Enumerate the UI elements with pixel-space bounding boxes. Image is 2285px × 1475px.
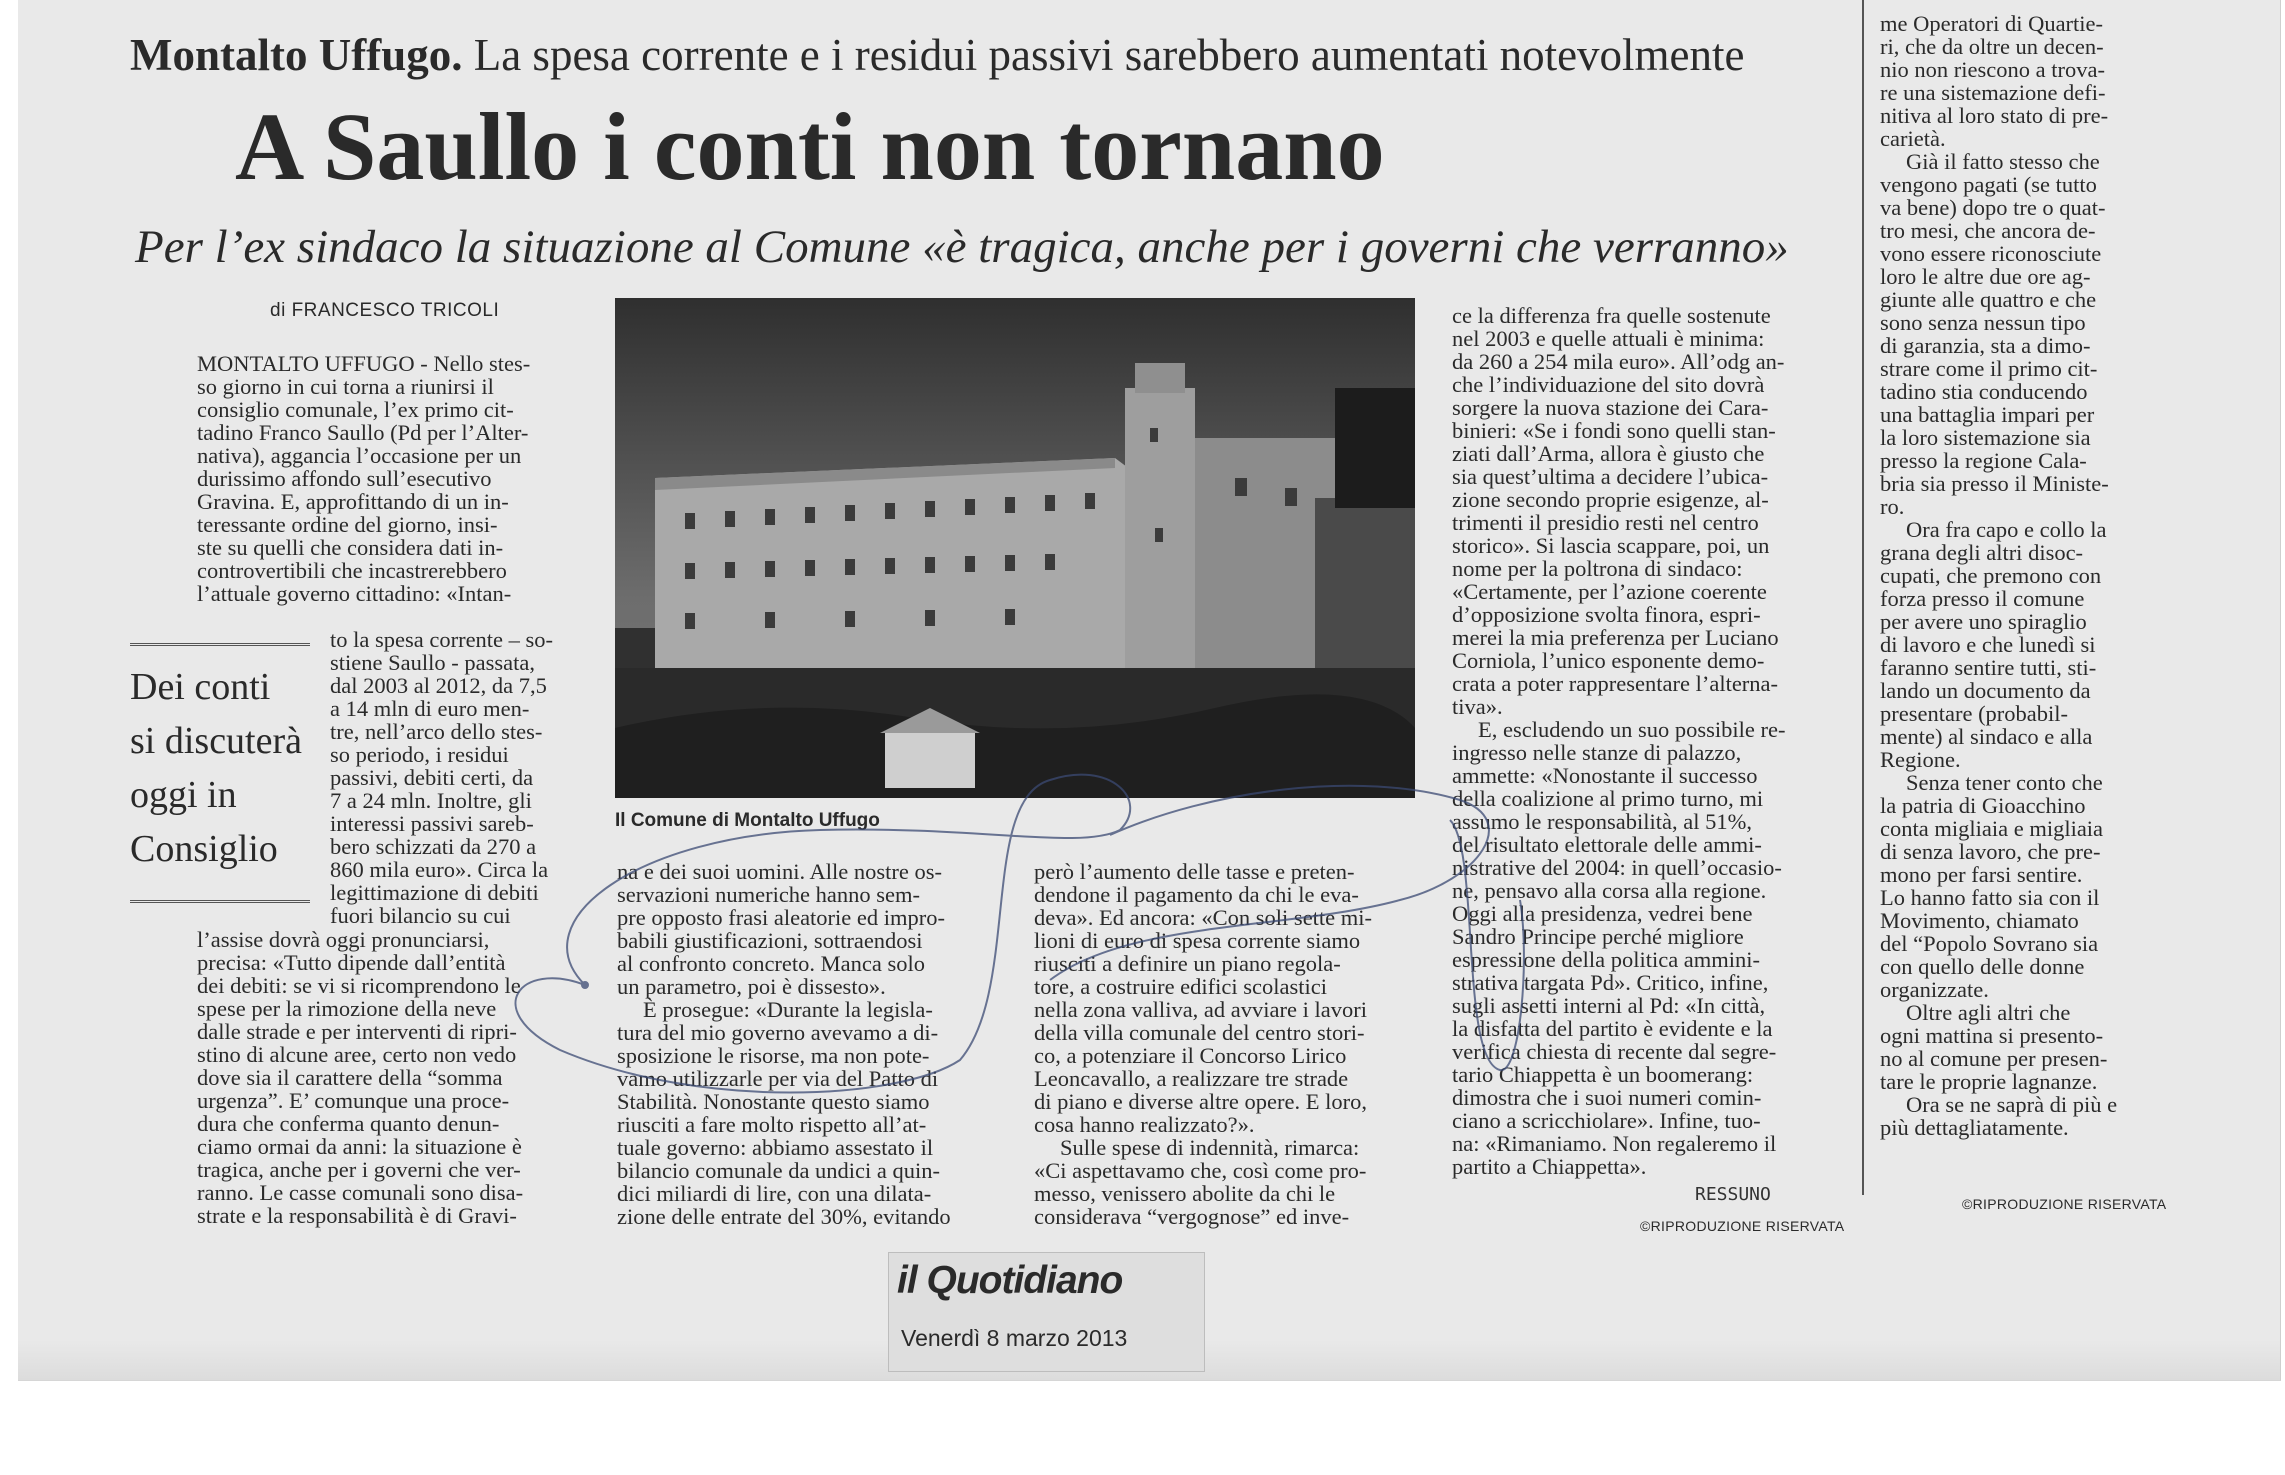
text-line: Corniola, l’unico esponente demo- [1452,648,1765,673]
text-line: sugli assetti interni al Pd: «In città, [1452,993,1766,1018]
text-line: sorgere la nuova stazione dei Cara- [1452,395,1769,420]
text-line: Già il fatto stesso che [1906,149,2100,174]
text-line: presso la regione Cala- [1880,448,2087,473]
text-line: cosa hanno realizzato?». [1034,1112,1255,1137]
text-line: Senza tener conto che [1906,770,2103,795]
photo-caption: Il Comune di Montalto Uffugo [615,810,880,831]
text-line: crata a poter rappresentare l’alterna- [1452,671,1779,696]
text-line: so periodo, i residui [330,742,509,767]
text-line: tore, a costruire edifici scolastici [1034,974,1328,999]
text-line: dal 2003 al 2012, da 7,5 [330,673,547,698]
text-line: teressante ordine del giorno, insi- [197,512,498,537]
text-line: babili giustificazioni, sottraendosi [617,928,923,953]
text-line: al confronto concreto. Manca solo [617,951,926,976]
text-line: nel 2003 e quelle attuali è minima: [1452,326,1765,351]
text-line: grana degli altri disoc- [1880,540,2084,565]
text-line: merei la mia preferenza per Luciano [1452,625,1779,650]
text-line: cupati, che premono con [1880,563,2102,588]
text-line: no al comune per presen- [1880,1046,2108,1071]
text-line: pre opposto frasi aleatorie ed impro- [617,905,946,930]
handwritten-note: RESSUNO [1695,1184,1771,1205]
text-line: lioni di euro di spesa corrente siamo [1034,928,1361,953]
text-line: bero schizzati da 270 a [330,834,537,859]
subheadline: Per l’ex sindaco la situazione al Comune «è tragica, anche per i governi che verranno» [135,221,1789,273]
text-line: bilancio comunale da undici a quin- [617,1158,941,1183]
text-line: dalle strade e per interventi di ripri- [197,1019,517,1044]
copyright-notice-main: ©RIPRODUZIONE RISERVATA [1640,1218,1845,1234]
text-line: della coalizione al primo turno, mi [1452,786,1764,811]
text-line: tuale governo: abbiamo assestato il [617,1135,934,1160]
text-line: della villa comunale del centro stori- [1034,1020,1365,1045]
text-line: Stabilità. Nonostante questo siamo [617,1089,930,1114]
text-line: «Certamente, per l’azione coerente [1452,579,1767,604]
text-line: organizzate. [1880,977,1989,1002]
text-line: presentare (probabil- [1880,701,2069,726]
text-line: per avere uno spiraglio [1880,609,2087,634]
text-line: nio non riescono a trova- [1880,57,2105,82]
text-line: nome per la poltrona di sindaco: [1452,556,1743,581]
text-line: Oggi alla presidenza, vedrei bene [1452,901,1753,926]
text-line: vamo utilizzarle per via del Patto di [617,1066,939,1091]
kicker-location: Montalto Uffugo. [130,30,463,80]
text-line: tragica, anche per i governi che ver- [197,1157,521,1182]
text-line: interessi passivi sareb- [330,811,534,836]
text-line: to la spesa corrente – so- [330,627,554,652]
kicker-text: La spesa corrente e i residui passivi sarebbero aumentati notevolmente [473,30,1745,80]
text-line: la loro sistemazione sia [1880,425,2091,450]
text-line: Oltre agli altri che [1906,1000,2071,1025]
text-line: nativa), aggancia l’occasione per un [197,443,522,468]
text-line: dici miliardi di lire, con una dilata- [617,1181,932,1206]
text-line: Lo hanno fatto sia con il [1880,885,2100,910]
text-line: forza presso il comune [1880,586,2085,611]
text-line: Sulle spese di indennità, rimarca: [1060,1135,1360,1160]
text-line: co, a potenziare il Concorso Lirico [1034,1043,1347,1068]
text-line: spese per la rimozione della neve [197,996,497,1021]
byline: di FRANCESCO TRICOLI [270,300,500,321]
text-line: ziati dall’Arma, allora è giusto che [1452,441,1765,466]
text-line: sposizione le risorse, ma non pote- [617,1043,930,1068]
text-line: ogni mattina si presento- [1880,1023,2104,1048]
text-line: di garanzia, sta a dimo- [1880,333,2091,358]
text-line: verifica chiesta di recente dal segre- [1452,1039,1777,1064]
text-line: 860 mila euro». Circa la [330,857,549,882]
text-line: vono essere riconosciute [1880,241,2102,266]
text-line: di senza lavoro, che pre- [1880,839,2101,864]
text-line: deva». Ed ancora: «Con soli sette mi- [1034,905,1373,930]
text-line: me Operatori di Quartie- [1880,11,2104,36]
text-line: faranno sentire tutti, sti- [1880,655,2097,680]
text-line: riusciti a fare molto rispetto all’at- [617,1112,927,1137]
text-line: vengono pagati (se tutto [1880,172,2097,197]
text-line: controvertibili che incastrerebbero [197,558,507,583]
text-line: precisa: «Tutto dipende dall’entità [197,950,506,975]
text-line: na e dei suoi uomini. Alle nostre os- [617,859,942,884]
text-line: ce la differenza fra quelle sostenute [1452,303,1771,328]
text-line: E, escludendo un suo possibile re- [1478,717,1786,742]
text-line: zione secondo proprie esigenze, al- [1452,487,1769,512]
text-line: con quello delle donne [1880,954,2085,979]
text-line: carietà. [1880,126,1946,151]
text-line: re una sistemazione defi- [1880,80,2106,105]
text-line: conta migliaia e migliaia [1880,816,2104,841]
text-line: stiene Saullo - passata, [330,650,535,675]
text-line: loro le altre due ore ag- [1880,264,2091,289]
text-line: consiglio comunale, l’ex primo cit- [197,397,514,422]
text-line: tiva». [1452,694,1503,719]
text-line: binieri: «Se i fondi sono quelli stan- [1452,418,1776,443]
text-line: Regione. [1880,747,1961,772]
text-line: dei debiti: se vi si ricomprendono le [197,973,521,998]
text-line: dimostra che i suoi numeri comin- [1452,1085,1762,1110]
text-line: Ora se ne saprà di più e [1906,1092,2118,1117]
text-line: zione delle entrate del 30%, evitando [617,1204,951,1229]
text-line: sia quest’ultima a decidere l’ubica- [1452,464,1769,489]
text-line: ammette: «Nonostante il successo [1452,763,1758,788]
text-line: storico». Si lascia scappare, poi, un [1452,533,1770,558]
text-line: bria sia presso il Ministe- [1880,471,2109,496]
text-line: strate e la responsabilità è di Gravi- [197,1203,517,1228]
copyright-notice-side: ©RIPRODUZIONE RISERVATA [1962,1196,2167,1212]
text-line: nella zona valliva, ad avviare i lavori [1034,997,1367,1022]
masthead-logo: il Quotidiano [897,1259,1123,1302]
text-line: tro mesi, che ancora de- [1880,218,2096,243]
text-line: urgenza”. E’ comunque una proce- [197,1088,510,1113]
text-line: partito a Chiappetta». [1452,1154,1647,1179]
text-line: tario Chiappetta è un boomerang: [1452,1062,1754,1087]
text-line: del “Popolo Sovrano sia [1880,931,2099,956]
text-line: va bene) dopo tre o quat- [1880,195,2106,220]
text-line: considerava “vergognose” ed inve- [1034,1204,1350,1229]
text-line: ro. [1880,494,1905,519]
text-line: che l’individuazione del sito dovrà [1452,372,1765,397]
text-line: na: «Rimaniamo. Non regaleremo il [1452,1131,1777,1156]
pullquote-line: Dei conti [130,666,271,708]
text-line: messo, venissero abolite da chi le [1034,1181,1336,1206]
headline: A Saullo i conti non tornano [235,93,1385,200]
text-line: Leoncavallo, a realizzare tre strade [1034,1066,1349,1091]
text-line: più dettagliatamente. [1880,1115,2069,1140]
text-line: ciano a scricchiolare». Infine, tuo- [1452,1108,1761,1133]
text-line: una battaglia impari per [1880,402,2095,427]
text-line: servazioni numeriche hanno sem- [617,882,921,907]
text-line: lando un documento da [1880,678,2091,703]
text-line: legittimazione di debiti [330,880,539,905]
pullquote-line: oggi in [130,774,237,816]
text-line: mono per farsi sentire. [1880,862,2083,887]
text-line: ranno. Le casse comunali sono disa- [197,1180,524,1205]
masthead-date: Venerdì 8 marzo 2013 [901,1325,1128,1351]
text-line: la patria di Gioacchino [1880,793,2086,818]
text-line: ciamo ormai da anni: la situazione è [197,1134,522,1159]
text-line: 7 a 24 mln. Inoltre, gli [330,788,532,813]
text-line: di piano e diverse altre opere. E loro, [1034,1089,1367,1114]
text-line: strare come il primo cit- [1880,356,2098,381]
text-line: dendone il pagamento da chi le eva- [1034,882,1359,907]
pullquote-line: Consiglio [130,828,278,870]
text-line: tadino Franco Saullo (Pd per l’Alter- [197,420,529,445]
text-line: a 14 mln di euro men- [330,696,530,721]
text-line: tre, nell’arco dello stes- [330,719,543,744]
text-line: tura del mio governo avevamo a di- [617,1020,939,1045]
text-line: È prosegue: «Durante la legisla- [643,997,933,1022]
text-line: ne, pensavo alla corsa alla regione. [1452,878,1767,903]
text-line: da 260 a 254 mila euro». All’odg an- [1452,349,1785,374]
text-line: d’opposizione svolta finora, espri- [1452,602,1761,627]
text-line: durissimo affondo sull’esecutivo [197,466,492,491]
text-line: tare le proprie lagnanze. [1880,1069,2098,1094]
text-line: del risultato elettorale delle ammi- [1452,832,1762,857]
text-line: riusciti a definire un piano regola- [1034,951,1341,976]
text-line: strativa targata Pd». Critico, infine, [1452,970,1769,995]
text-line: ste su quelli che considera dati in- [197,535,504,560]
text-line: passivi, debiti certi, da [330,765,534,790]
text-line: nitiva al loro stato di pre- [1880,103,2109,128]
pullquote-line: si discuterà [130,720,303,762]
text-line: Gravina. E, approfittando di un in- [197,489,509,514]
text-line: l’attuale governo cittadino: «Intan- [197,581,512,606]
text-line: tadino stia conducendo [1880,379,2088,404]
text-line: però l’aumento delle tasse e preten- [1034,859,1355,884]
text-line: ingresso nelle stanze di palazzo, [1452,740,1742,765]
text-line: Ora fra capo e collo la [1906,517,2107,542]
text-line: nistrative del 2004: in quell’occasio- [1452,855,1782,880]
text-line: so giorno in cui torna a riunirsi il [197,374,494,399]
text-line: trimenti il presidio resti nel centro [1452,510,1759,535]
text-line: dove sia il carattere della “somma [197,1065,503,1090]
text-line: ri, che da oltre un decen- [1880,34,2104,59]
text-line: assumo le responsabilità, al 51%, [1452,809,1752,834]
text-line: stino di alcune aree, certo non vedo [197,1042,517,1067]
text-line: di lavoro e che lunedì si [1880,632,2096,657]
text-line: Movimento, chiamato [1880,908,2079,933]
text-line: sono senza nessun tipo [1880,310,2086,335]
text-line: Sandro Principe perché migliore [1452,924,1744,949]
text-line: espressione della politica ammini- [1452,947,1761,972]
text-line: dura che conferma quanto denun- [197,1111,500,1136]
text-line: la disfatta del partito è evidente e la [1452,1016,1773,1041]
text-line: fuori bilancio su cui [330,903,511,928]
text-line: «Ci aspettavamo che, così come pro- [1034,1158,1367,1183]
text-line: MONTALTO UFFUGO - Nello stes- [197,351,531,376]
text-line: giunte alle quattro e che [1880,287,2097,312]
text-line: mente) al sindaco e alla [1880,724,2093,749]
text-line: un parametro, poi è dissesto». [617,974,886,999]
text-line: l’assise dovrà oggi pronunciarsi, [197,927,490,952]
